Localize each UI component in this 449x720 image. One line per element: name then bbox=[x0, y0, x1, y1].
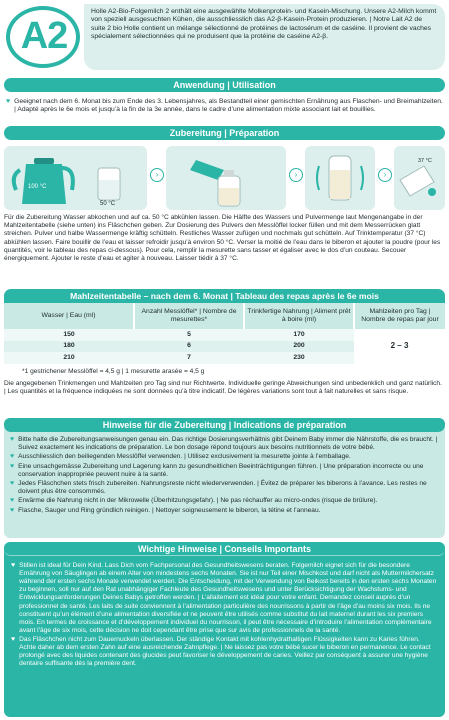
temp-check-label: 37 °C bbox=[418, 158, 432, 164]
step-powder-panel bbox=[166, 146, 286, 210]
scoop-footnote: *1 gestrichener Messlöffel = 4,5 g | 1 mesurette arasée = 4,5 g bbox=[22, 368, 205, 375]
hints-list bbox=[4, 432, 445, 521]
list-item bbox=[10, 453, 439, 462]
important-panel bbox=[4, 542, 445, 717]
important-text: Stillen ist ideal für Dein Kind. Lass Dich vom Fachpersonal des Gesundheitswesens beraten. Folgemilch eignet sich für die besondere Ernährung von Säuglingen ab einem Alter von mindestens sechs Monaten. Sie ist nur Teil einer Mischkost und darf nicht als Muttermilchersatz während der ersten sechs Monate verwendet werden. Die Entscheidung, mit der Verwendung von Beikost bereits in den ersten sechs Monaten zu beginnen, soll nur auf den Rat unabhängiger Fachleute des Gesundheitswesens und unter Berücksichtigung der Wachstums- und Entwicklungsanforderungen Deines Babys getroffen werden. | L’allaitement est idéal pour votre enfant. Demandez conseil auprès d’un professionnel de santé. Les laits de suite conviennent à l’alimentation particulière des nourrissons à partir de l’âge d’au moins six mois. Ils ne constituent qu’un élément d’une alimentation diversifiée et ne peuvent être utilisés comme substitut du lait maternel durant les six premiers mois. En termes de croissance et d’développement individuel du nourrisson, il peut être nécessaire d’introduire l’alimentation complémentaire avant l’âge de six mois, cette décision ne doit cependant être prise que sur avis de professionnels de la santé. bbox=[19, 562, 437, 634]
meal-table-title: Mahlzeitentabelle – nach dem 6. Monat | Tableau des repas après le 6e mois bbox=[4, 289, 445, 303]
cell-scoops: 5 bbox=[134, 329, 244, 341]
hint-text: Bitte halte die Zubereitungsanweisungen genau ein. Das richtige Dosierungsverhältnis gibt Deinem Baby immer die Nährstoffe, die es braucht. | Suivez exactement les indications de préparation. Le bon dosage répond toujours aux besoins nutritionnels de votre bébé. bbox=[18, 436, 438, 452]
temp-boil-label: 100 °C bbox=[28, 184, 47, 190]
list-item bbox=[11, 562, 438, 635]
cell-ready: 170 bbox=[244, 329, 354, 341]
heart-icon: ♥ bbox=[10, 462, 15, 470]
arrow-right-icon: › bbox=[289, 168, 303, 182]
hints-panel bbox=[4, 418, 445, 538]
usage-section bbox=[6, 98, 444, 114]
list-item bbox=[11, 636, 438, 668]
heart-icon: ♥ bbox=[10, 497, 15, 505]
cell-ready: 230 bbox=[244, 352, 354, 364]
intro-text: Holle A2-Bio-Folgemilch 2 enthält eine ausgewählte Molkenprotein- und Kasein-Mischung. Unsere A2-Milch kommt von speziell ausgesuchten Kühen, die ausschliesslich das A2-β-Kasein-Protein produzieren. | Notre Lait A2 de suite 2 bio Holle contient un mélange sélectionné de protéines de lactosérum et de caséine. Il provient de vaches spécialement sélectionnées qui ne produisent que la protéine de caséine A2-β. bbox=[84, 4, 445, 70]
important-text: Das Fläschchen nicht zum Dauernuckeln überlassen. Der ständige Kontakt mit kohlenhydrathaltigen Flüssigkeiten kann zu Karies führen. Achte daher ab dem ersten Zahn auf eine ausreichende Zahnpflege. | Ne laissez pas votre bébé sucer le biberon en permanence. Le contact prolongé avec des liquides contenant des glucides peut favoriser le développement de caries. Veillez par conséquent à assurer une hygiène dentaire suffisante dès la première dent. bbox=[19, 635, 431, 668]
col-scoops: Anzahl Messlöffel* | Nombre de mesurettes* bbox=[134, 303, 244, 329]
cell-water: 210 bbox=[4, 352, 134, 364]
heart-icon: ♥ bbox=[6, 98, 11, 105]
step-check-panel bbox=[394, 146, 445, 210]
cell-water: 150 bbox=[4, 329, 134, 341]
hints-title: Hinweise für die Zubereitung | Indications de préparation bbox=[4, 418, 445, 432]
arrow-right-icon: › bbox=[150, 168, 164, 182]
list-item bbox=[10, 463, 439, 479]
scoop-bottle-icon bbox=[166, 146, 286, 210]
usage-title: Anwendung | Utilisation bbox=[4, 78, 445, 92]
col-meals: Mahlzeiten pro Tag | Nombre de repas par jour bbox=[354, 303, 445, 329]
hint-text: Jedes Fläschchen stets frisch zubereiten. Nahrungsreste nicht wiederverwenden. | Évitez de préparer les biberons à l’avance. Les restes ne doivent plus être consommés. bbox=[18, 480, 427, 496]
heart-icon: ♥ bbox=[10, 436, 15, 443]
cell-meals-per-day: 2 – 3 bbox=[354, 329, 445, 364]
col-ready: Trinkfertige Nahrung | Aliment prêt à boire (ml) bbox=[244, 303, 354, 329]
cell-scoops: 7 bbox=[134, 352, 244, 364]
temp-cool-label: 50 °C bbox=[100, 201, 116, 207]
logo-text: A2 bbox=[20, 15, 68, 57]
usage-text: Geeignet nach dem 6. Monat bis zum Ende des 3. Lebensjahres, als Bestandteil einer gemischten Ernährung aus Flaschen- und Breimahlzeiten. | Adapté après le 6e mois et jusqu’à la fin de la 3e année, dans le cadre d’une alimentation mixte associant lait et bouillies. bbox=[14, 98, 443, 114]
meal-table bbox=[4, 303, 445, 364]
table-note: Die angegebenen Trinkmengen und Mahlzeiten pro Tag sind nur Richtwerte. Individuelle geringe Abweichungen sind unbedenklich und ganz natürlich. | Les quantités et la fréquence indiquées ne sont données qu’à titre indicatif. De légères variations sont tout à fait naturelles et sans risque. bbox=[4, 380, 442, 396]
list-item bbox=[10, 507, 439, 516]
important-content bbox=[4, 556, 445, 675]
step-shake-panel bbox=[305, 146, 375, 210]
heart-icon: ♥ bbox=[11, 562, 16, 569]
col-water: Wasser | Eau (ml) bbox=[4, 303, 134, 329]
table-row bbox=[4, 329, 445, 341]
preparation-illustrations bbox=[4, 146, 445, 210]
heart-icon: ♥ bbox=[10, 453, 15, 461]
heart-icon: ♥ bbox=[11, 635, 16, 643]
preparation-title: Zubereitung | Préparation bbox=[4, 126, 445, 140]
important-title: Wichtige Hinweise | Conseils Importants bbox=[4, 542, 445, 556]
hint-text: Flasche, Sauger und Ring gründlich reinigen. | Nettoyer soigneusement le biberon, la tétine et l’anneau. bbox=[18, 507, 321, 515]
list-item bbox=[10, 497, 439, 506]
hint-text: Erwärme die Nahrung nicht in der Mikrowelle (Überhitzungsgefahr). | Ne pas réchauffer au micro-ondes (risque de brûlure). bbox=[18, 497, 378, 505]
list-item bbox=[10, 480, 439, 496]
list-item bbox=[10, 436, 439, 452]
arrow-right-icon: › bbox=[378, 168, 392, 182]
cell-scoops: 6 bbox=[134, 341, 244, 353]
hint-text: Ausschliesslich den beiliegenden Messlöffel verwenden. | Utilisez exclusivement la mesurette jointe à l’emballage. bbox=[18, 453, 351, 461]
shake-bottle-icon bbox=[305, 146, 375, 210]
step-boil-panel bbox=[4, 146, 147, 210]
preparation-text: Für die Zubereitung Wasser abkochen und auf ca. 50 °C abkühlen lassen. Die Hälfte des Wassers und Pulvermenge laut Mengenangabe in der Mahlzeitentabelle (siehe unten) ins Fläschchen geben. Zur Dosierung des Pulvers den Messlöffel locker füllen und mit dem Messerrücken glatt streichen. Pulver und halbe Wassermenge kräftig schütteln. Restliches Wasser zufügen und nochmals gut schütteln. Auf Trinktemperatur (37 °C) abkühlen lassen. Faire bouillir de l’eau et laisser refroidir jusqu’à environ 50 °C. Verser la moitié de l’eau dans le biberon et ajouter la poudre (pour les quantités, voir le tableau des repas ci-dessous). Pour cela, remplir la mesurette sans tasser et égaliser avec le dos d’un couteau. Secouer énergiquement. Ajouter le reste d’eau et agiter à nouveau. Laisser tiédir à 37 °C. bbox=[4, 214, 441, 262]
a2-logo bbox=[4, 4, 84, 70]
kettle-icon bbox=[4, 146, 147, 210]
cell-ready: 200 bbox=[244, 341, 354, 353]
cell-water: 180 bbox=[4, 341, 134, 353]
heart-icon: ♥ bbox=[10, 507, 15, 515]
header bbox=[4, 4, 445, 70]
hint-text: Eine unsachgemässe Zubereitung und Lagerung kann zu gesundheitlichen Beeinträchtigungen führen. | Une préparation incorrecte ou une conservation inappropriée peuvent nuire à la santé. bbox=[18, 462, 424, 478]
wrist-test-icon bbox=[394, 146, 445, 210]
heart-icon: ♥ bbox=[10, 480, 15, 488]
